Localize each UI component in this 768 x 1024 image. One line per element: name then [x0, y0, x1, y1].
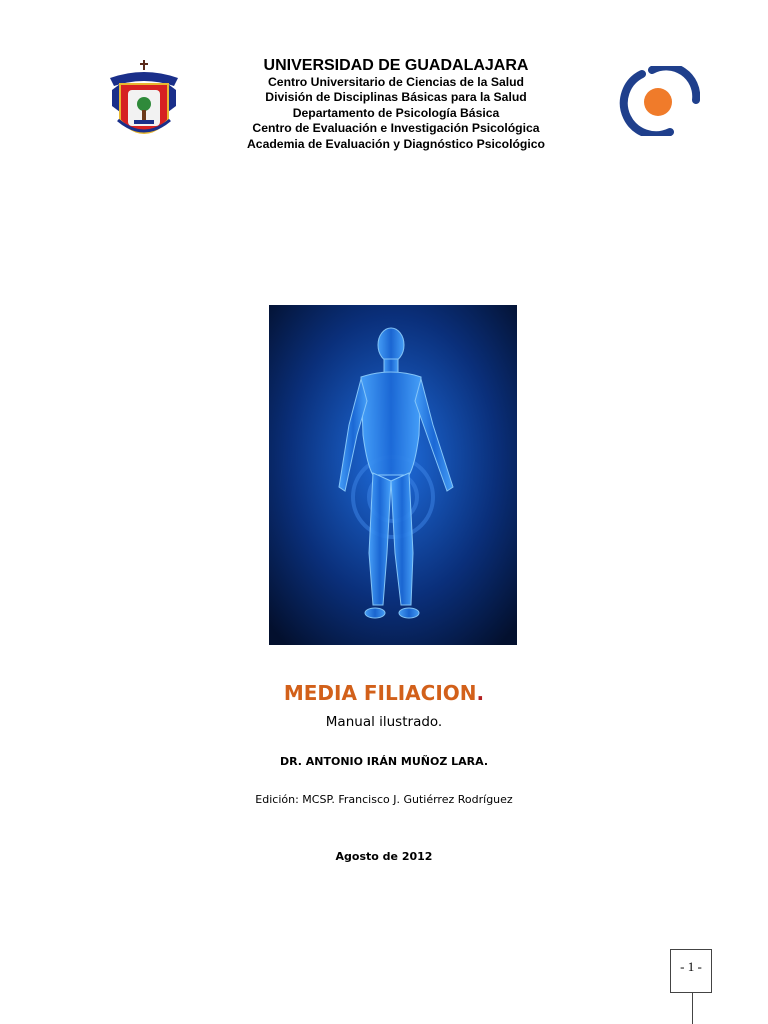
header-line-4: Centro de Evaluación e Investigación Psicológica: [252, 121, 540, 136]
document-subtitle: Manual ilustrado.: [325, 714, 443, 730]
header-line-3: Departamento de Psicología Básica: [292, 105, 500, 120]
university-name: UNIVERSIDAD DE GUADALAJARA: [263, 57, 529, 74]
header-line-5: Academia de Evaluación y Diagnóstico Psicológico: [246, 136, 545, 151]
page-number: - 1 -: [670, 949, 712, 993]
header-line-1: Centro Universitario de Ciencias de la Salud: [267, 75, 524, 89]
header-line-2: División de Disciplinas Básicas para la Salud: [265, 90, 527, 105]
evaluation-center-logo: [612, 66, 700, 136]
human-body-illustration: [269, 305, 517, 645]
institution-header: [200, 56, 592, 152]
document-title: MEDIA FILIACION.: [283, 681, 485, 705]
author-name: DR. ANTONIO IRÁN MUÑOZ LARA.: [279, 755, 489, 768]
title-period: .: [476, 681, 485, 705]
page-number-connector: [692, 993, 693, 1024]
university-crest-logo: [108, 60, 180, 148]
edition-credit: Edición: MCSP. Francisco J. Gutiérrez Rodríguez: [255, 793, 513, 806]
publication-date: Agosto de 2012: [335, 850, 433, 863]
